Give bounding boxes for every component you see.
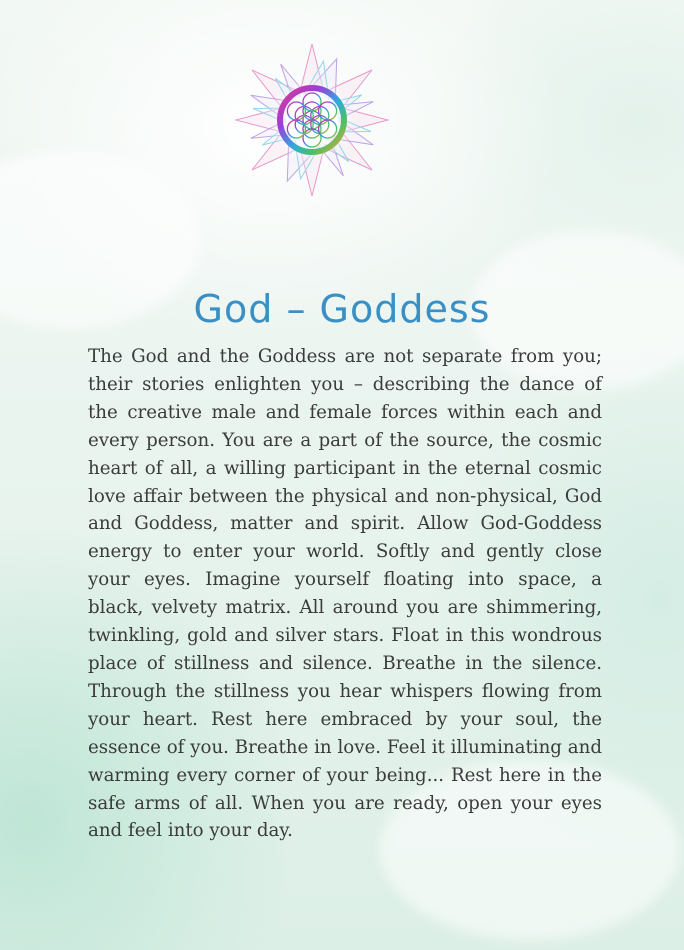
card-body-text: The God and the Goddess are not separate from you; their stories enlighten you – describing the dance of the creative male and female forces within each and every person. You are a part of the source, the cosmic heart of all, a willing participant in the eternal cosmic love affair between the physical and non-physical, God and Goddess, matter and spirit. Allow God-Goddess energy to enter your world. Softly and gently close your eyes. Imagine yourself floating into space, a black, velvety matrix. All around you are shimmering, twinkling, gold and silver stars. Float in this wondrous place of stillness and silence. Breathe in the silence. Through the stillness you hear whispers flowing from your heart. Rest here embraced by your soul, the essence of you. Breathe in love. Feel it illuminating and warming every corner of your being... Rest here in the safe arms of all. When you are ready, open your eyes and feel into your day. [88,346,602,842]
card-title: God – Goddess [193,287,491,332]
flower-of-life-icon [232,40,392,200]
